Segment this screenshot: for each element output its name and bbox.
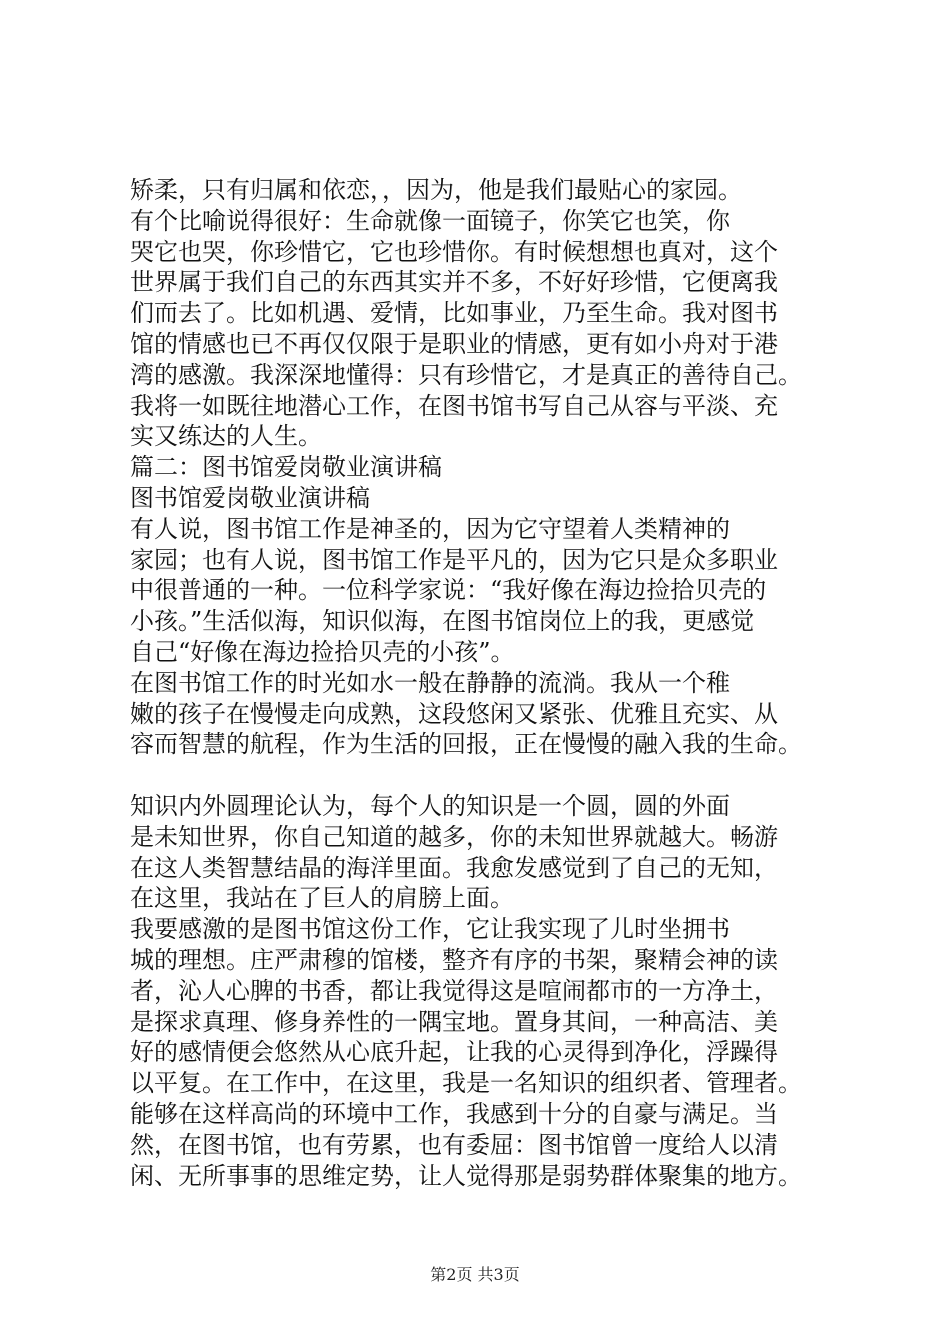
text-line: 小孩。”生活似海，知识似海，在图书馆岗位上的我，更感觉 [130,607,755,636]
text-line: 矫柔，只有归属和依恋，，因为，他是我们最贴心的家园。 [130,176,742,204]
text-line: 中很普通的一种。一位科学家说：“我好像在海边捡拾贝壳的 [130,576,767,605]
page-number-footer: 第2页 共3页 [430,1265,520,1284]
text-line: 有个比喻说得很好：生命就像一面镜子，你笑它也笑，你 [130,206,730,235]
text-line: 城的理想。庄严肃穆的馆楼，整齐有序的书架，聚精会神的读 [130,945,778,974]
text-line: 有人说，图书馆工作是神圣的，因为它守望着人类精神的 [130,514,730,543]
text-line: 在这里，我站在了巨人的肩膀上面。 [130,884,514,913]
text-line: 湾的感激。我深深地懂得：只有珍惜它，才是真正的善待自己。 [130,360,802,389]
text-line: 闲、无所事事的思维定势，让人觉得那是弱势群体聚集的地方。 [130,1161,802,1190]
text-line: 们而去了。比如机遇、爱情，比如事业，乃至生命。我对图书 [130,299,778,328]
document-body [130,175,830,1191]
text-line: 我要感激的是图书馆这份工作，它让我实现了儿时坐拥书 [130,915,730,944]
text-line: 实又练达的人生。 [130,422,322,451]
text-line: 然，在图书馆，也有劳累，也有委屈：图书馆曾一度给人以清 [130,1130,778,1159]
text-line: 在图书馆工作的时光如水一般在静静的流淌。我从一个稚 [130,668,730,697]
text-line: 以平复。在工作中，在这里，我是一名知识的组织者、管理者。 [130,1069,802,1098]
text-line: 容而智慧的航程，作为生活的回报，正在慢慢的融入我的生命。 [130,730,802,759]
text-line: 在这人类智慧结晶的海洋里面。我愈发感觉到了自己的无知， [130,853,778,882]
text-line: 者，沁人心脾的书香，都让我觉得这是喧闹都市的一方净土， [130,976,778,1005]
text-line: 我将一如既往地潜心工作，在图书馆书写自己从容与平淡、充 [130,391,778,420]
section-heading: 篇二：图书馆爱岗敬业演讲稿 [130,453,442,482]
text-line: 是未知世界，你自己知道的越多，你的未知世界就越大。畅游 [130,822,778,851]
text-line: 馆的情感也已不再仅仅限于是职业的情感，更有如小舟对于港 [130,329,778,358]
text-line: 知识内外圆理论认为，每个人的知识是一个圆，圆的外面 [130,791,730,820]
text-line: 是探求真理、修身养性的一隅宝地。置身其间，一种高洁、美 [130,1007,778,1036]
text-line: 哭它也哭，你珍惜它，它也珍惜你。有时候想想也真对，这个 [130,237,778,266]
text-line: 自己“好像在海边捡拾贝壳的小孩”。 [130,637,515,666]
text-line: 嫩的孩子在慢慢走向成熟，这段悠闲又紧张、优雅且充实、从 [130,699,778,728]
text-line: 世界属于我们自己的东西其实并不多，不好好珍惜，它便离我 [130,268,778,297]
text-line: 能够在这样高尚的环境中工作，我感到十分的自豪与满足。当 [130,1099,778,1128]
paragraph-gap [130,760,830,791]
speech-title: 图书馆爱岗敬业演讲稿 [130,483,370,512]
text-line: 家园；也有人说，图书馆工作是平凡的，因为它只是众多职业 [130,545,778,574]
text-line: 好的感情便会悠然从心底升起，让我的心灵得到净化，浮躁得 [130,1038,778,1067]
